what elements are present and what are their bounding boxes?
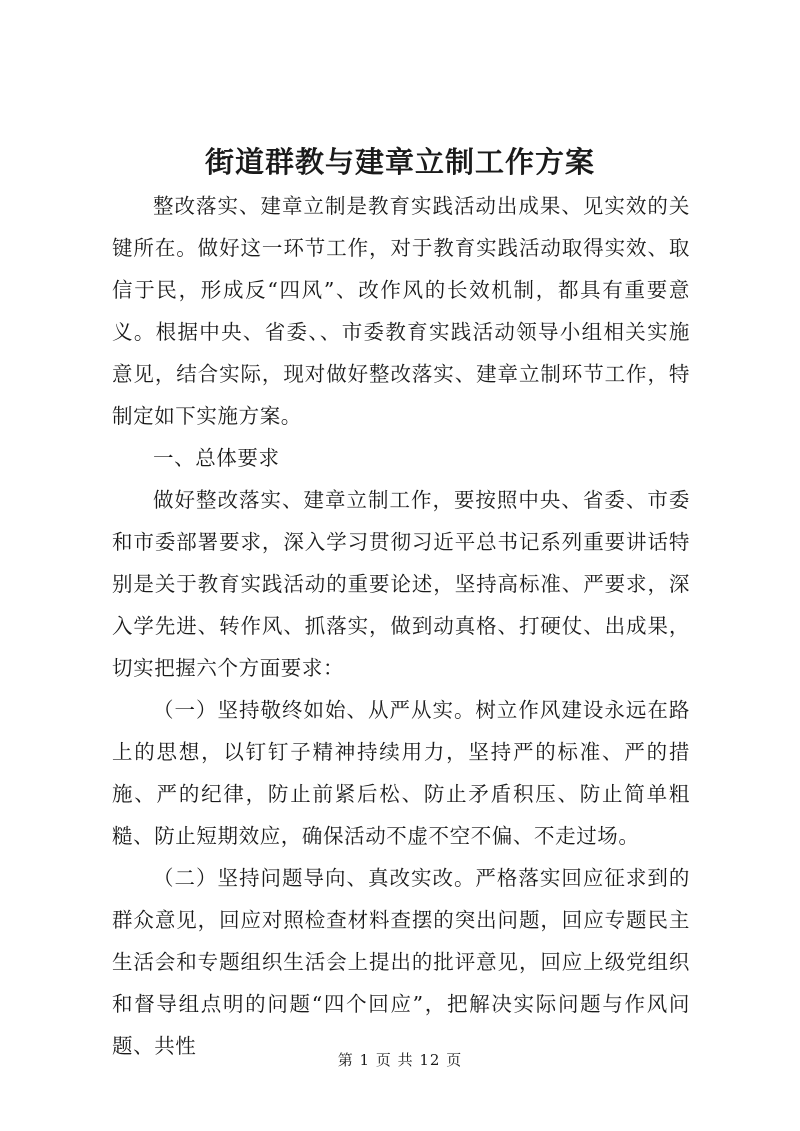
paragraph-requirements: 做好整改落实、建章立制工作，要按照中央、省委、市委和市委部署要求，深入学习贯彻习近平总书记系列重要讲话特别是关于教育实践活动的重要论述，坚持高标准、严要求，深入学先进、转作风、抓落实，做到动真格、打硬仗、出成果，切实把握六个方面要求： <box>112 488 690 680</box>
section-heading-general-requirements: 一、总体要求 <box>153 446 280 470</box>
document-title: 街道群教与建章立制工作方案 <box>204 145 595 179</box>
document-body <box>112 185 690 1067</box>
paragraph-item-2: （二）坚持问题导向、真改实改。严格落实回应征求到的群众意见，回应对照检查材料查摆的突出问题，回应专题民主生活会和专题组织生活会上提出的批评意见，回应上级党组织和督导组点明的问题“四个回应”，把解决实际问题与作风问题、共性 <box>112 866 690 1058</box>
paragraph-item-1: （一）坚持敬终如始、从严从实。树立作风建设永远在路上的思想，以钉钉子精神持续用力，坚持严的标准、严的措施、严的纪律，防止前紧后松、防止矛盾积压、防止简单粗糙、防止短期效应，确保活动不虚不空不偏、不走过场。 <box>112 698 690 848</box>
page-number-footer: 第 1 页 共 12 页 <box>337 1051 463 1069</box>
paragraph-intro: 整改落实、建章立制是教育实践活动出成果、见实效的关键所在。做好这一环节工作，对于教育实践活动取得实效、取信于民，形成反“四风”、改作风的长效机制，都具有重要意义。根据中央、省委、、市委教育实践活动领导小组相关实施意见，结合实际，现对做好整改落实、建章立制环节工作，特制定如下实施方案。 <box>112 194 690 428</box>
